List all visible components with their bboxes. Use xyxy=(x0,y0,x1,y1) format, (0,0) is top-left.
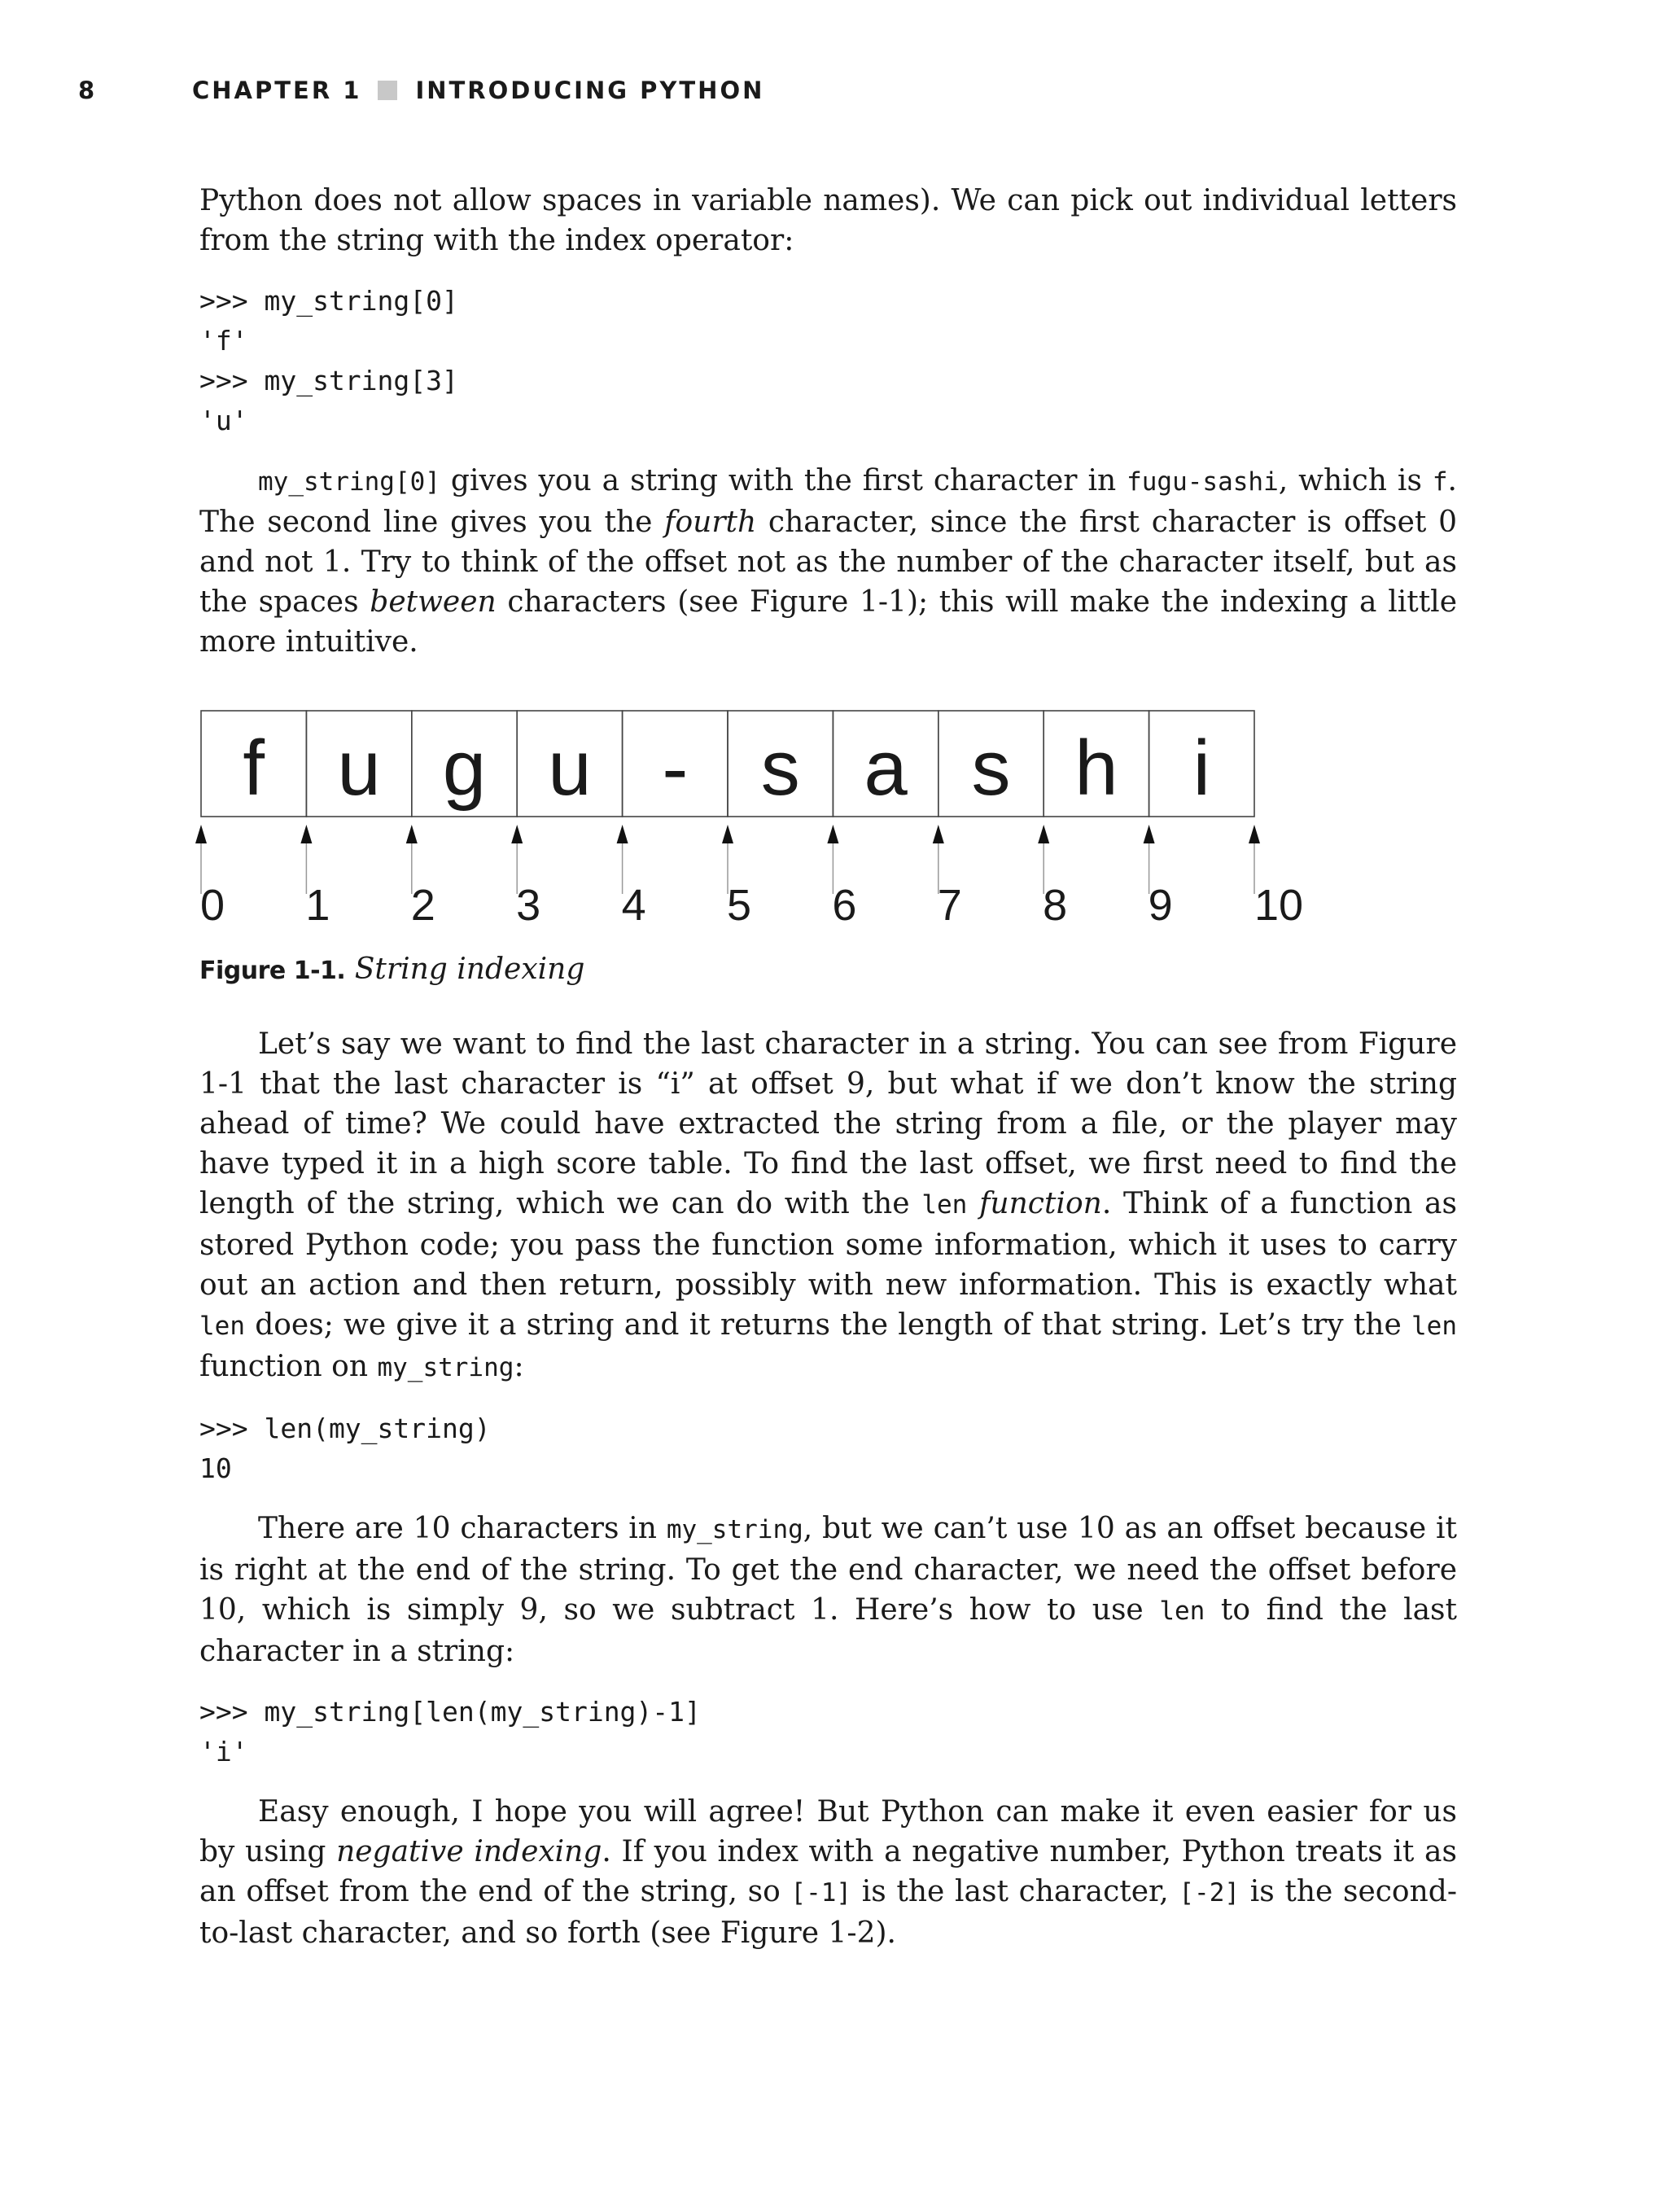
figure-string-indexing xyxy=(193,707,1495,1024)
figure-caption-label: Figure 1-1. xyxy=(199,957,346,985)
code-block-index: >>> my_string[0] 'f' >>> my_string[3] 'u' xyxy=(199,285,458,436)
figure-caption xyxy=(199,949,584,991)
inline-code: len xyxy=(1411,1312,1457,1341)
offset-label: 7 xyxy=(937,881,962,930)
offset-label: 10 xyxy=(1254,881,1304,930)
offset-label: 0 xyxy=(199,881,225,930)
running-header xyxy=(78,77,764,104)
page-body xyxy=(199,181,1457,1953)
character-label: u xyxy=(337,725,381,812)
inline-code: fugu-sashi xyxy=(1127,467,1279,497)
offset-label: 5 xyxy=(726,881,752,930)
paragraph-negative-indexing: Easy enough, I hope you will agree! But Python can make it even easier for us by using negative indexing. If you index with a negative number, Python treats it as an offset from the end of the string, so [-1] is the last character, [-2] is the second-to-last character, and so forth (see Figure 1-2). xyxy=(199,1795,1457,1950)
inline-code: len xyxy=(1159,1597,1205,1626)
code-block-len: >>> len(my_string) 10 xyxy=(199,1413,491,1484)
inline-code: my_string xyxy=(666,1515,803,1544)
chapter-title: INTRODUCING PYTHON xyxy=(415,77,765,104)
offset-label: 8 xyxy=(1043,881,1068,930)
string-indexing-diagram xyxy=(193,707,1495,951)
figure-caption-text: String indexing xyxy=(354,953,585,986)
character-label: h xyxy=(1074,725,1118,812)
page-number: 8 xyxy=(78,77,98,104)
character-label: s xyxy=(760,725,800,812)
offset-arrow-head xyxy=(722,825,733,843)
offset-arrow-head xyxy=(933,825,944,843)
emphasis: function xyxy=(979,1187,1102,1220)
offset-label: 3 xyxy=(516,881,541,930)
character-label: a xyxy=(864,725,908,812)
paragraph-len-function: Let’s say we want to find the last character in a string. You can see from Figure 1-1 that the last character is “i” at offset 9, but what if we don’t know the string ahead of time? We could have extracted the string from a file, or the player may have typed it in a high score table. To find the last offset, we first need to find the length of the string, which we can do with the len function. Think of a function as stored Python code; you pass the function some information, which it uses to carry out an action and then return, possibly with new information. This is exactly what len does; we give it a string and it returns the length of that string. Let’s try the len function on my_string: xyxy=(199,1027,1457,1383)
character-label: g xyxy=(442,725,487,812)
offset-label: 1 xyxy=(305,881,330,930)
character-label: s xyxy=(971,725,1011,812)
offset-label: 4 xyxy=(621,881,646,930)
character-label: f xyxy=(243,725,265,812)
character-label: - xyxy=(662,725,689,812)
offset-arrow-head xyxy=(1249,825,1260,843)
inline-code: len xyxy=(199,1312,245,1341)
code-block-last-char: >>> my_string[len(my_string)-1] 'i' xyxy=(199,1696,701,1767)
header-separator-square xyxy=(378,81,397,100)
offset-arrow-head xyxy=(827,825,838,843)
character-label: u xyxy=(548,725,592,812)
paragraph-continuation: Python does not allow spaces in variable names). We can pick out individual letters from the string with the index operator: xyxy=(199,184,1457,257)
offset-label: 6 xyxy=(832,881,857,930)
inline-code: f xyxy=(1432,467,1448,497)
offset-arrow-head xyxy=(617,825,628,843)
offset-label: 9 xyxy=(1148,881,1173,930)
inline-code: [-1] xyxy=(790,1878,852,1908)
paragraph-offset-explanation: my_string[0] gives you a string with the first character in fugu-sashi, which is f. The second line gives you the fourth character, since the first character is offset 0 and not 1. Try to think of the offset not as the number of the character itself, but as the spaces between characters (see Figure 1-1); this will make the indexing a little more intuitive. xyxy=(199,464,1457,659)
inline-code: my_string xyxy=(377,1353,514,1382)
offset-arrow-head xyxy=(1144,825,1155,843)
paragraph-last-offset: There are 10 characters in my_string, but we can’t use 10 as an offset because it is right at the end of the string. To get the end character, we need the offset before 10, which is simply 9, so we subtract 1. Here’s how to use len to find the last character in a string: xyxy=(199,1512,1458,1668)
offset-arrow-head xyxy=(511,825,523,843)
offset-arrow-head xyxy=(1038,825,1049,843)
emphasis: negative indexing xyxy=(336,1835,602,1868)
emphasis: between xyxy=(370,585,497,619)
inline-code: my_string[0] xyxy=(258,467,440,497)
offset-arrow-head xyxy=(195,825,207,843)
offset-label: 2 xyxy=(410,881,435,930)
emphasis: fourth xyxy=(664,506,757,539)
character-label: i xyxy=(1192,725,1210,812)
chapter-label: CHAPTER 1 xyxy=(192,77,362,104)
inline-code: [-2] xyxy=(1179,1878,1240,1908)
inline-code: len xyxy=(921,1190,968,1220)
offset-arrow-head xyxy=(300,825,312,843)
offset-arrow-head xyxy=(406,825,418,843)
